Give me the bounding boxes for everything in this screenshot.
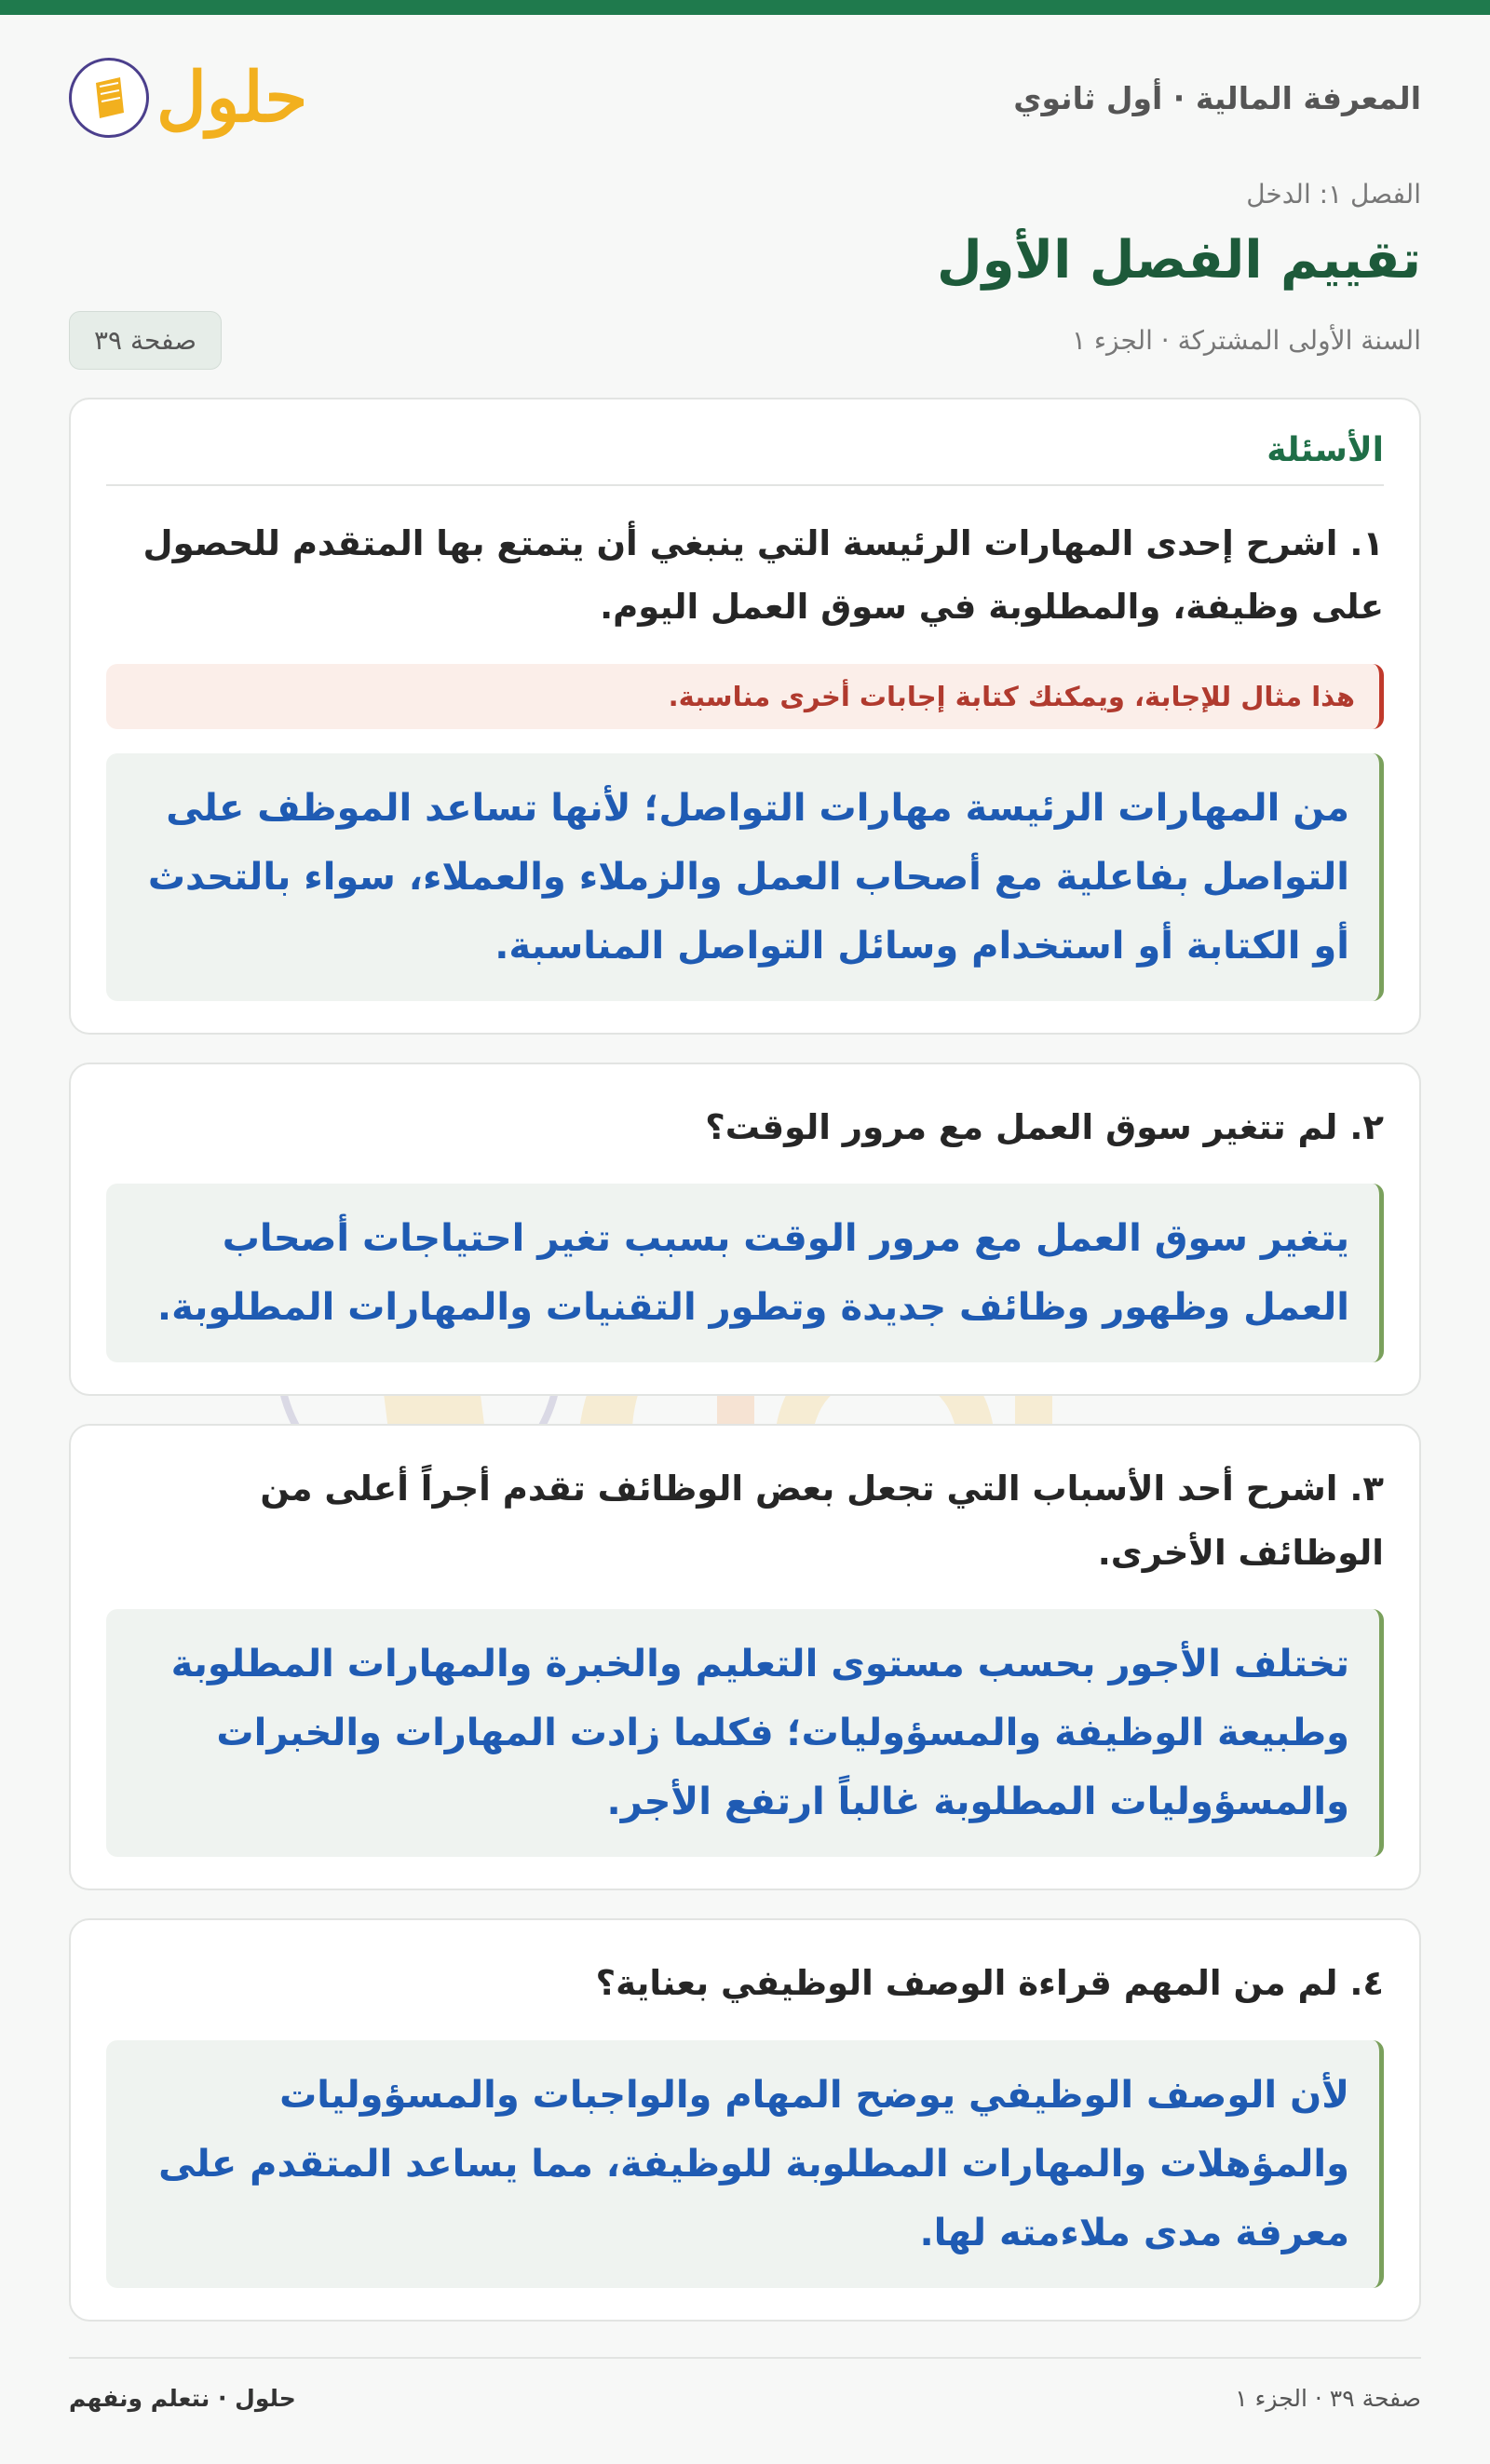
book-icon — [69, 58, 149, 138]
page-badge: صفحة ٣٩ — [69, 311, 222, 370]
question-card-2 — [69, 1063, 1421, 1396]
subject-title: المعرفة المالية · أول ثانوي — [1013, 79, 1421, 116]
footer-page-info: صفحة ٣٩ · الجزء ١ — [1235, 2384, 1421, 2412]
question-text: ٤. لم من المهم قراءة الوصف الوظيفي بعناية؟ — [595, 1963, 1384, 2004]
page-title: تقييم الفصل الأول — [937, 230, 1421, 291]
page-header — [69, 15, 1421, 173]
question-text: ٣. اشرح أحد الأسباب التي تجعل بعض الوظائف تقدم أجراً أعلى من الوظائف الأخرى. — [260, 1469, 1384, 1573]
meta-row — [69, 311, 1421, 370]
footer-brand: حلول · نتعلم ونفهم — [69, 2384, 296, 2412]
question-text: ٢. لم تتغير سوق العمل مع مرور الوقت؟ — [705, 1106, 1384, 1147]
chapter-label: الفصل ١: الدخل — [1246, 179, 1421, 210]
answer-text: يتغير سوق العمل مع مرور الوقت بسبب تغير احتياجات أصحاب العمل وظهور وظائف جديدة وتطور التقنيات والمهارات المطلوبة. — [106, 1184, 1384, 1362]
question-card-4 — [69, 1918, 1421, 2321]
top-accent-bar — [0, 0, 1490, 15]
section-title: الأسئلة — [106, 431, 1384, 486]
question-text: ١. اشرح إحدى المهارات الرئيسة التي ينبغي أن يتمتع بها المتقدم للحصول على وظيفة، والمطلوبة في سوق العمل اليوم. — [142, 523, 1384, 628]
question-card-1 — [69, 398, 1421, 1035]
answer-text: لأن الوصف الوظيفي يوضح المهام والواجبات والمسؤوليات والمؤهلات والمهارات المطلوبة للوظيفة، مما يساعد المتقدم على معرفة مدى ملاءمته لها. — [106, 2040, 1384, 2288]
brand-logo[interactable] — [69, 58, 307, 138]
page-footer — [69, 2357, 1421, 2412]
answer-text: من المهارات الرئيسة مهارات التواصل؛ لأنها تساعد الموظف على التواصل بفاعلية مع أصحاب العمل والزملاء والعملاء، سواء بالتحدث أو الكتابة أو استخدام وسائل التواصل المناسبة. — [106, 753, 1384, 1001]
answer-text: تختلف الأجور بحسب مستوى التعليم والخبرة والمهارات المطلوبة وطبيعة الوظيفة والمسؤوليات؛ فكلما زادت المهارات والخبرات والمسؤوليات المطلوبة غالباً ارتفع الأجر. — [106, 1609, 1384, 1857]
grade-meta: السنة الأولى المشتركة · الجزء ١ — [1071, 325, 1421, 356]
answer-note: هذا مثال للإجابة، ويمكنك كتابة إجابات أخرى مناسبة. — [106, 664, 1384, 729]
logo-wordmark: حلول — [156, 58, 308, 138]
question-card-3 — [69, 1424, 1421, 1890]
